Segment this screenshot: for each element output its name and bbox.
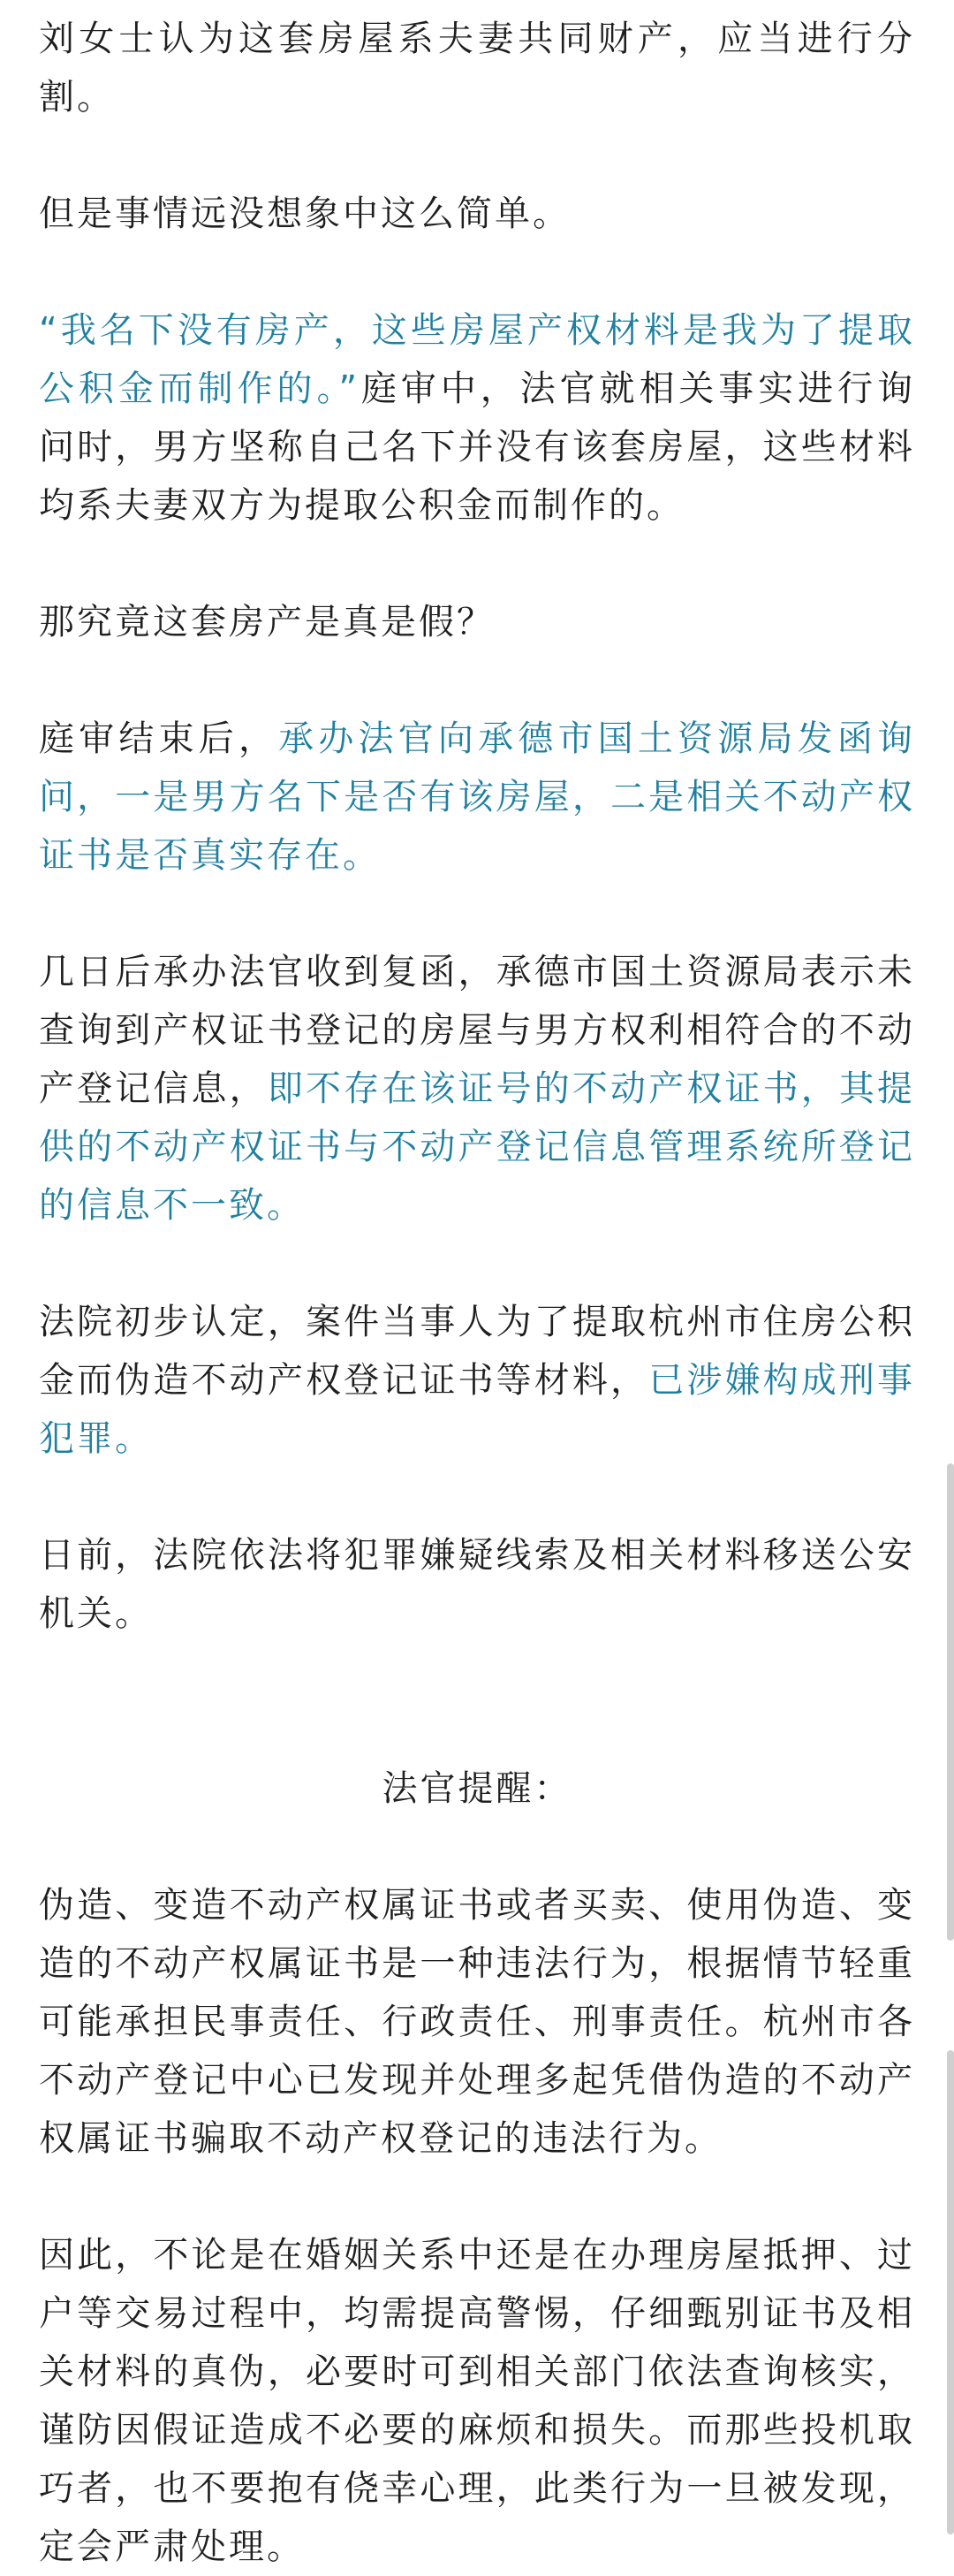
paragraph-5 (39, 710, 915, 885)
paragraph-9-text: 伪造、变造不动产权属证书或者买卖、使用伪造、变造的不动产权属证书是一种违法行为，根据情节轻重可能承担民事责任、行政责任、刑事责任。杭州市各不动产登记中心已发现并处理多起凭借伪造的不动产权属证书骗取不动产权登记的违法行为。 (39, 1885, 915, 2159)
scrollbar-thumb-lower[interactable] (947, 2050, 954, 2534)
paragraph-1-text: 刘女士认为这套房屋系夫妻共同财产，应当进行分割。 (39, 19, 915, 118)
paragraph-5-text: 庭审结束后， (39, 718, 279, 759)
paragraph-2 (39, 185, 915, 243)
paragraph-3-quote: “我名下没有房产，这些房屋产权材料是我为了提取公积金而制作的。” (39, 310, 915, 409)
paragraph-7 (39, 1293, 915, 1468)
paragraph-1 (39, 10, 915, 126)
paragraph-3 (39, 301, 915, 535)
paragraph-6 (39, 943, 915, 1235)
paragraph-4 (39, 593, 915, 651)
paragraph-10-text: 因此，不论是在婚姻关系中还是在办理房屋抵押、过户等交易过程中，均需提高警惕，仔细甄别证书及相关材料的真伪，必要时可到相关部门依法查询核实，谨防因假证造成不必要的麻烦和损失。而那些投机取巧者，也不要抱有侥幸心理，此类行为一旦被发现，定会严肃处理。 (39, 2235, 915, 2567)
scrollbar-thumb-upper[interactable] (947, 1463, 954, 1941)
paragraph-7-text: 法院初步认定，案件当事人为了提取杭州市住房公积金而伪造不动产权登记证书等材料， (39, 1302, 915, 1401)
paragraph-10 (39, 2226, 915, 2576)
section-heading-text: 法官提醒： (382, 1768, 572, 1809)
paragraph-8-text: 日前，法院依法将犯罪嫌疑线索及相关材料移送公安机关。 (39, 1535, 915, 1634)
paragraph-4-text: 那究竟这套房产是真是假？ (39, 602, 495, 642)
paragraph-9 (39, 1876, 915, 2168)
paragraph-2-text: 但是事情远没想象中这么简单。 (39, 194, 571, 234)
paragraph-6-text: 几日后承办法官收到复函，承德市国土资源局表示未查询到产权证书登记的房屋与男方权利相符合的不动产登记信息， (39, 952, 915, 1109)
paragraph-6-highlight: 即不存在该证号的不动产权证书，其提供的不动产权证书与不动产登记信息管理系统所登记的信息不一致。 (39, 1068, 916, 1226)
paragraph-5-highlight: 承办法官向承德市国土资源局发函询问，一是男方名下是否有该房屋，二是相关不动产权证书是否真实存在。 (39, 718, 916, 876)
paragraph-8 (39, 1526, 915, 1643)
paragraph-7-highlight: 已涉嫌构成刑事犯罪。 (39, 1360, 916, 1459)
section-heading (39, 1759, 915, 1818)
paragraph-3-text: 庭审中，法官就相关事实进行询问时，男方坚称自己名下并没有该套房屋，这些材料均系夫妻双方为提取公积金而制作的。 (39, 369, 915, 526)
article-body (39, 0, 915, 2576)
